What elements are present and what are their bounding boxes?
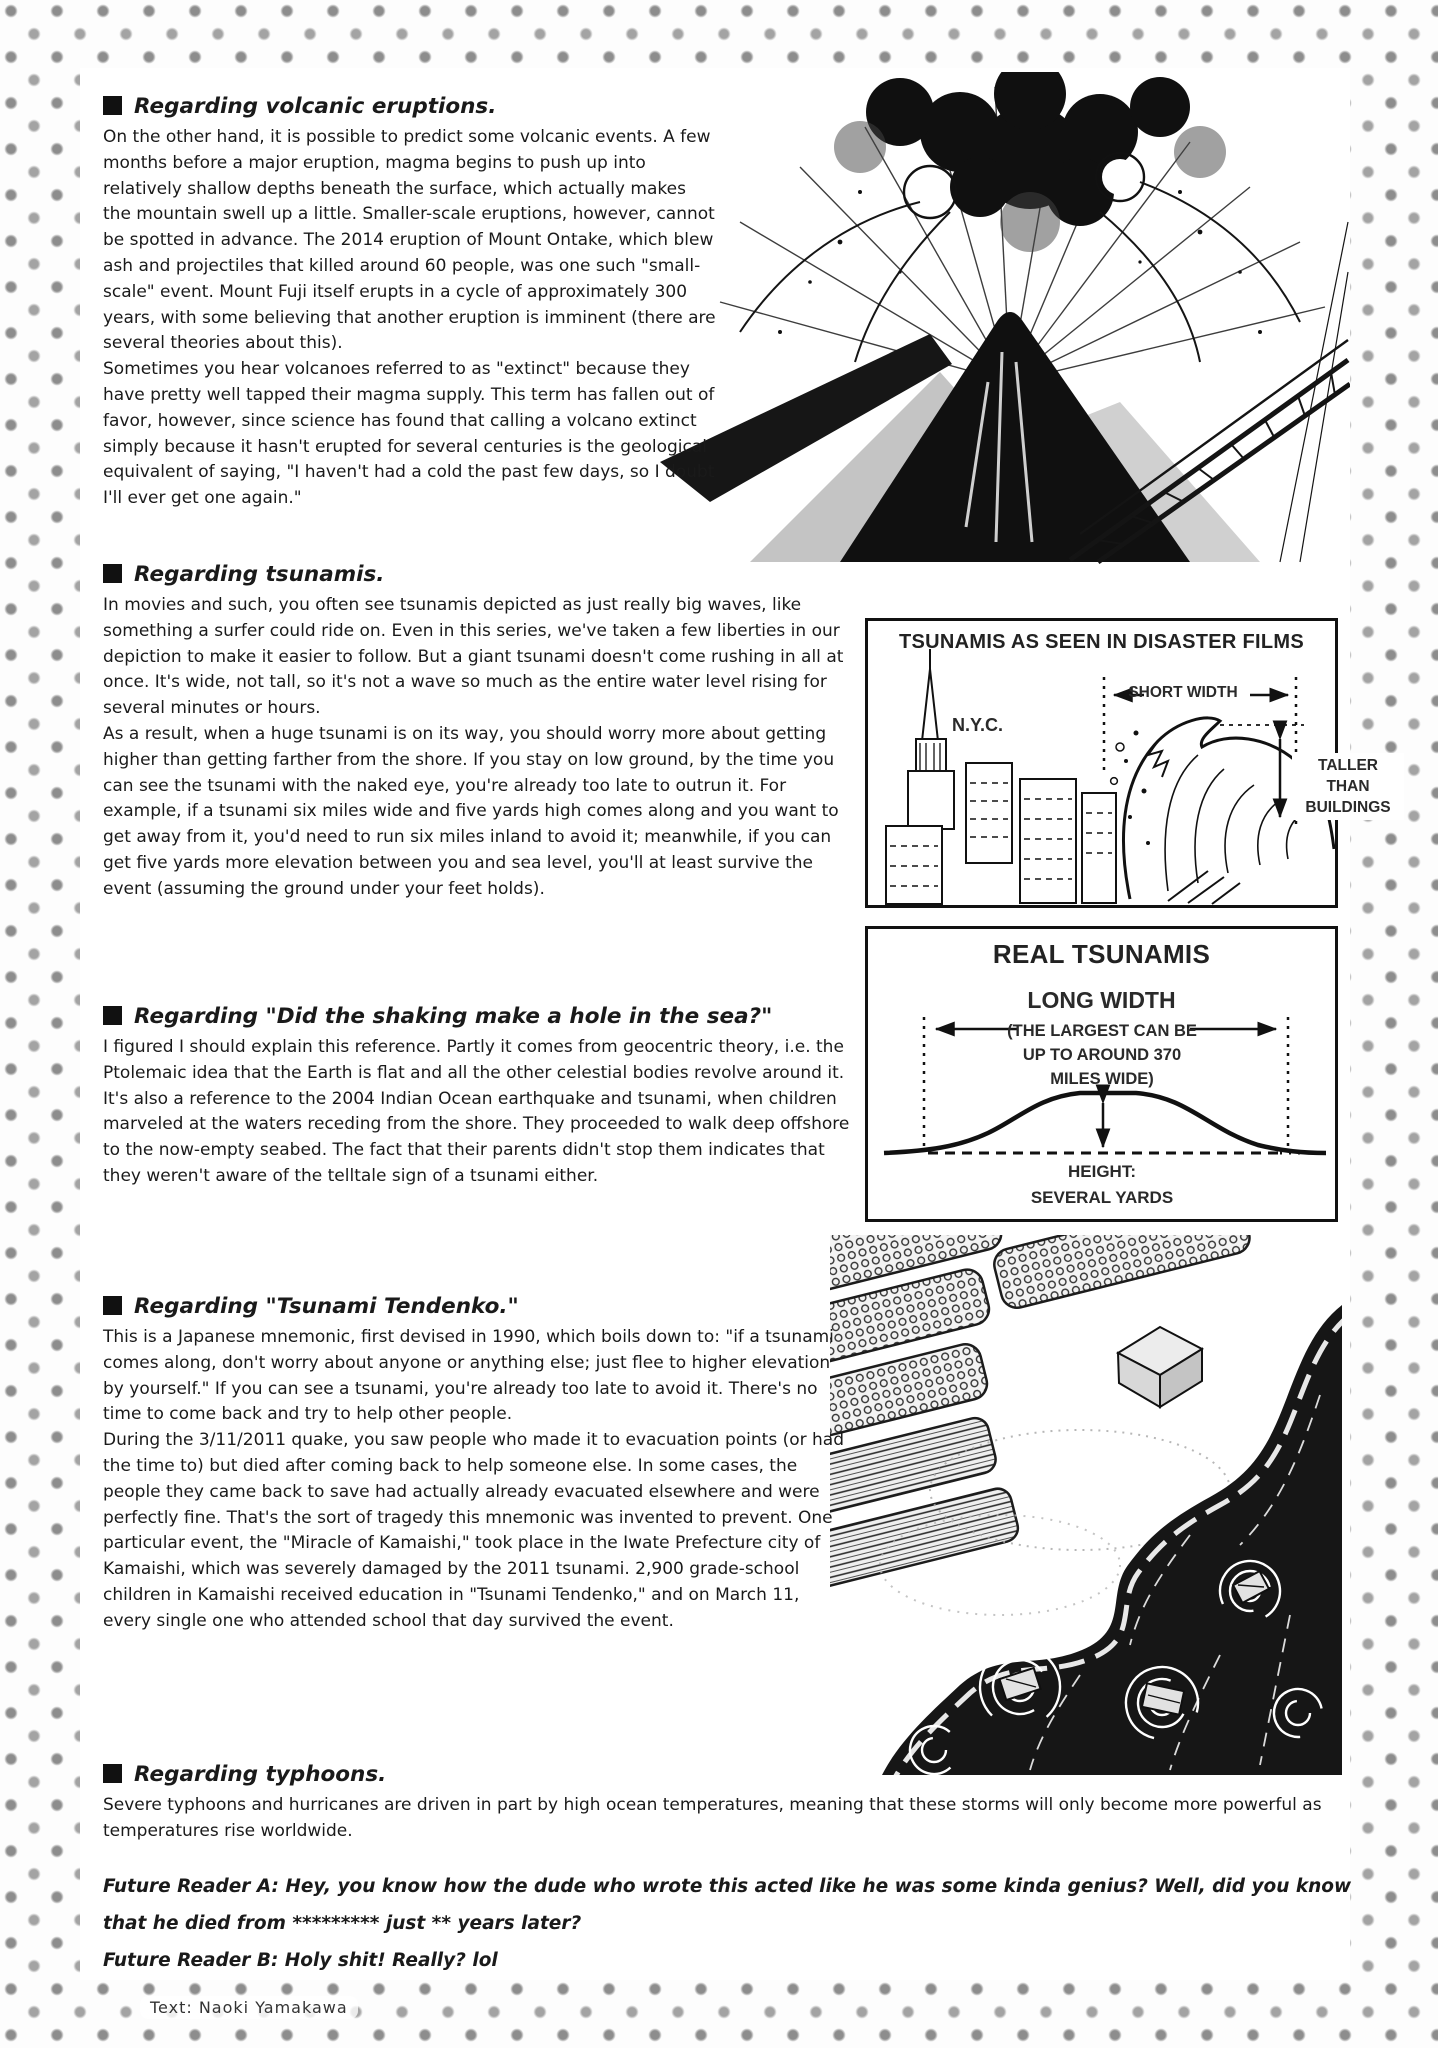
square-bullet-icon (103, 1764, 122, 1783)
tsunami-flood-art (830, 1235, 1342, 1775)
square-bullet-icon (103, 564, 122, 583)
section-paragraph: Sometimes you hear volcanoes referred to as "extinct" because they have pretty well tapped their magma supply. This term has fallen out of favor, however, since science has found that calling a volcano extinct simply because it hasn't erupted for several centuries is the geological equivalent of saying, "I haven't had a cold the past few days, so I doubt I'll ever get one again." (103, 359, 715, 509)
section-title (103, 94, 718, 120)
label-line: UP TO AROUND 370 (1022, 1046, 1182, 1064)
tsunami-aerial-illustration (830, 1235, 1342, 1775)
label-line: HEIGHT: (1068, 1162, 1136, 1181)
diagram-title: REAL TSUNAMIS (992, 939, 1211, 969)
section-paragraph: I figured I should explain this reference. Partly it comes from geocentric theory, i.e. the Ptolemaic idea that the Earth is flat and all the other celestial bodies revolve around it. (103, 1037, 845, 1083)
credit-text: Text: Naoki Yamakawa (140, 1996, 358, 2019)
section-paragraph: As a result, when a huge tsunami is on its way, you should worry more about getting higher than getting farther from the shore. If you stay on low ground, by the time you can see the tsunami with the naked eye, you're already too late to outrun it. For example, if a tsunami six miles wide and five yards high comes along and you want to get away from it, you'd need to run six miles inland to avoid it; meanwhile, if you can get five yards more elevation between you and sea level, you'll at least survive the event (assuming the ground under your feet holds). (103, 723, 839, 899)
diagram-title: TSUNAMIS AS SEEN IN DISASTER FILMS (898, 631, 1305, 653)
dialogue-line: that he died from ********* just ** years later? (103, 1913, 582, 1934)
taller-than-buildings-label (1292, 753, 1404, 820)
dialogue-line: Future Reader A: Hey, you know how the dude who wrote this acted like he was some kinda genius? Well, did you know (103, 1876, 1352, 1897)
section-paragraph: It's also a reference to the 2004 Indian Ocean earthquake and tsunami, when children marveled at the waters receding from the shore. They proceeded to walk deep offshore to the now-empty seabed. The fact that their parents didn't stop them indicates that they weren't aware of the telltale sign of a tsunami either. (103, 1088, 850, 1186)
nyc-label: N.Y.C. (952, 715, 1004, 735)
section-paragraph: This is a Japanese mnemonic, first devised in 1990, which boils down to: "if a tsunami comes along, don't worry about anyone or anything else; just flee to higher elevation by yourself." If you can see a tsunami, you're already too late to avoid it. There's no time to come back and try to help other people. (103, 1327, 834, 1425)
label-line: (THE LARGEST CAN BE (1007, 1022, 1197, 1040)
square-bullet-icon (103, 96, 122, 115)
section-title (103, 1762, 1358, 1788)
section-paragraph: During the 3/11/2011 quake, you saw people who made it to evacuation points (or had the time to) but died after coming back to help someone else. In some cases, the people they came back to save had actually already evacuated elsewhere and were perfectly fine. That's the sort of tragedy this mnemonic was invented to prevent. One particular event, the "Miracle of Kamaishi," took place in the Iwate Prefecture city of Kamaishi, which was severely damaged by the 2011 tsunami. 2,900 grade-school children in Kamaishi received education in "Tsunami Tendenko," and on March 11, every single one who attended school that day survived the event. (103, 1430, 845, 1631)
section-title (103, 1004, 851, 1030)
section-paragraph: In movies and such, you often see tsunamis depicted as just really big waves, like something a surfer could ride on. Even in this series, we've taken a few liberties in our depiction to make it easier to follow. But a giant tsunami doesn't come rushing in all at once. It's wide, not tall, so it's not a wave so much as the entire water level rising for several minutes or hours. (103, 595, 844, 719)
section-hole-in-sea (103, 1004, 851, 1190)
section-title-text: Regarding "Did the shaking make a hole in the sea?" (134, 1004, 773, 1029)
label-line: SEVERAL YARDS (1030, 1188, 1174, 1207)
section-volcanic-eruptions (103, 94, 718, 512)
height-label (962, 1159, 1242, 1211)
section-paragraph: Severe typhoons and hurricanes are driven in part by high ocean temperatures, meaning that these storms will only become more powerful as temperatures rise worldwide. (103, 1795, 1322, 1841)
long-width-label: LONG WIDTH (1027, 987, 1176, 1013)
section-title-text: Regarding typhoons. (134, 1762, 387, 1787)
width-note (962, 1019, 1242, 1091)
disaster-films-sketch (868, 621, 1335, 905)
label-line: TALLER (1318, 757, 1378, 774)
section-title-text: Regarding tsunamis. (134, 562, 385, 587)
section-title (103, 562, 851, 588)
square-bullet-icon (103, 1296, 122, 1315)
section-title-text: Regarding "Tsunami Tendenko." (134, 1294, 519, 1319)
label-line: MILES WIDE) (1050, 1070, 1154, 1088)
short-width-label: SHORT WIDTH (1128, 684, 1238, 701)
square-bullet-icon (103, 1006, 122, 1025)
section-title-text: Regarding volcanic eruptions. (134, 94, 497, 119)
section-typhoons (103, 1762, 1358, 1845)
label-line: THAN (1326, 778, 1370, 795)
dialogue-line: Future Reader B: Holy shit! Really? lol (103, 1950, 498, 1971)
future-reader-dialogue (103, 1868, 1358, 1979)
section-title (103, 1294, 851, 1320)
section-tsunami-tendenko (103, 1294, 851, 1635)
diagram-real-tsunamis (865, 926, 1338, 1222)
section-paragraph: On the other hand, it is possible to predict some volcanic events. A few months before a major eruption, magma begins to push up into relatively shallow depths beneath the surface, which actually makes the mountain swell up a little. Smaller-scale eruptions, however, cannot be spotted in advance. The 2014 eruption of Mount Ontake, which blew ash and projectiles that killed around 60 people, was one such "small-scale" event. Mount Fuji itself erupts in a cycle of approximately 300 years, with some believing that another eruption is imminent (there are several theories about this). (103, 127, 716, 354)
label-line: BUILDINGS (1305, 799, 1391, 816)
diagram-disaster-films (865, 618, 1391, 908)
content-panel (80, 68, 1391, 1980)
section-tsunamis (103, 562, 851, 903)
